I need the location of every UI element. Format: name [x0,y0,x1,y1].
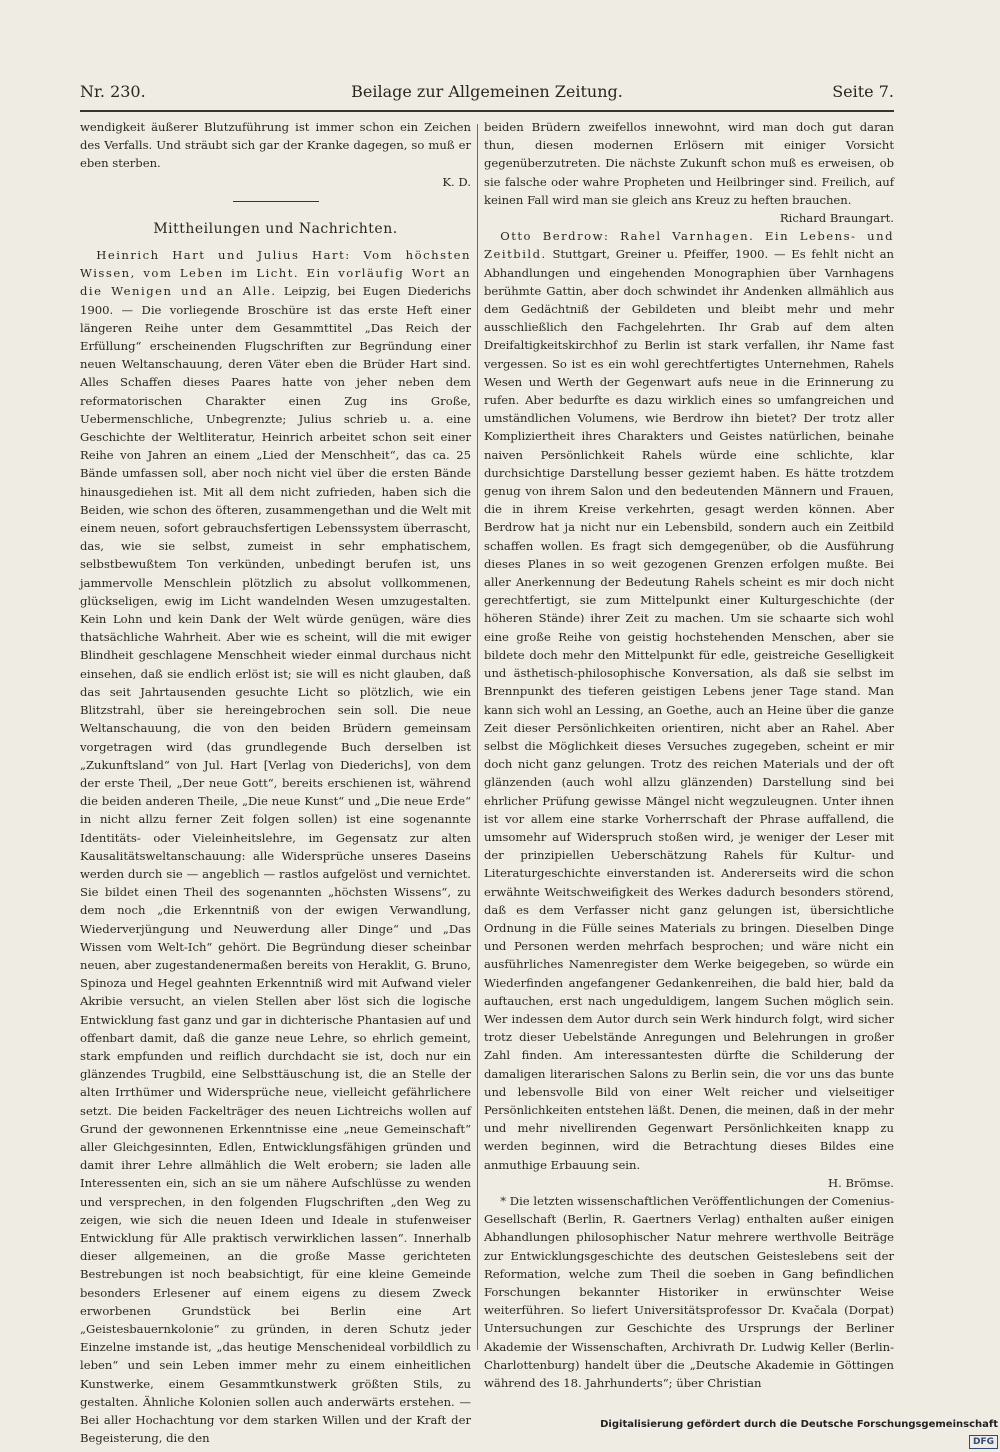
digitization-footer [600,1416,998,1447]
braungart-signature: Richard Braungart. [779,211,894,226]
intro-signature: K. D. [442,174,471,189]
section-title: Mittheilungen und Nachrichten. [153,220,398,237]
intro-paragraph: wendigkeit äußerer Blutzuführung ist immer schon ein Zeichen des Verfalls. Und sträubt sich gar der Kranke dagegen, so muß er eben sterben. [80,120,471,171]
right-column [484,118,894,1391]
berdrow-body: Stuttgart, Greiner u. Pfeiffer, 1900. — Es fehlt nicht an Abhandlungen und eingehenden Monographien über Varnhagens berühmte Gattin, aber doch schwindet ihr Andenken allmählich aus dem Gedächtniß der Gebildeten und bleibt mehr und mehr ausschließlich den Fachgelehrten. Ihr Grab auf dem alten Dreifaltigkeitskirchhof zu Berlin ist stark verfallen, ihr Name fast vergessen. So ist es ein wohl gerechtfertigtes Unternehmen, Rahels Wesen und Werth der Gegenwart aufs neue in die Erinnerung zu rufen. Aber bedurfte es dazu wirklich eines so umfangreichen und umständlichen Volumens, wie Berdrow ihn bietet? Der trotz aller Kompliziertheit ihres Charakters und Geistes natürlichen, beinahe naiven Persönlichkeit Rahels würde eine schlichte, klar durchsichtige Darstellung besser geziemt haben. Es hätte trotzdem genug von ihrem Salon und den bedeutenden Männern und Frauen, die in ihrem Kreise verkehrten, gesagt werden können. Aber Berdrow hat ja nicht nur ein Lebensbild, sondern auch ein Zeitbild schaffen wollen. Es fragt sich demgegenüber, ob die Ausführung dieses Planes in so weit gezogenen Grenzen erfolgen mußte. Bei aller Anerkennung der Bedeutung Rahels scheint es mir doch nicht gerechtfertigt, sie zum Mittelpunkt einer Kulturgeschichte (der höheren Stände) ihrer Zeit zu machen. Um sie schaarte sich wohl eine große Reihe von geistig hochstehenden Menschen, aber sie bildete doch mehr den Mittelpunkt für edle, geistreiche Geselligkeit und ästhetisch-philosophische Konversation, als daß sie selbst im Brennpunkt des tieferen geistigen Lebens jener Tage stand. Man kann sich wohl an Lessing, an Goethe, auch an Heine über die ganze Zeit dieser Persönlichkeiten orientiren, nicht aber an Rahel. Aber selbst die Möglichkeit dieses Versuches zugegeben, scheint er mir doch nicht ganz gelungen. Trotz des reichen Materials und der oft glänzenden (auch wohl allzu glänzenden) Darstellung sind bei ehrlicher Prüfung gewisse Mängel nicht wegzuleugnen. Unter ihnen ist vor allem eine starke Vorherrschaft der Phrase auffallend, die umsomehr auf Widerspruch stoßen wird, je weniger der Leser mit der prinzipiellen Ueberschätzung Rahels für Kultur- und Literaturgeschichte einverstanden ist. Andererseits wird die schon erwähnte Weitschweifigkeit des Werkes dadurch besonders störend, daß es dem Verfasser nicht ganz gelungen ist, übersichtliche Ordnung in die Fülle seines Materials zu bringen. Dieselben Dinge und Personen werden mehrfach besprochen; und wäre nicht ein ausführliches Namenregister dem Werke beigegeben, so würde ein Wiederfinden angefangener Gedankenreihen, die bald hier, bald da auftauchen, erst nach ungeduldigem, langem Suchen möglich sein. Wer indessen dem Autor durch sein Werk hindurch folgt, wird sicher trotz dieser Uebelstände Anregungen und Belehrungen in großer Zahl finden. Am interessantesten dürfte die Schilderung der damaligen literarischen Salons zu Berlin sein, die vor uns das bunte und lebensvolle Bild von einer Welt reicher und vielseitiger Persönlichkeiten entstehen läßt. Denen, die meinen, daß in der mehr und mehr nivellirenden Gegenwart Persönlichkeiten knapp zu werden beginnen, wird die Betrachtung dieses Bildes eine anmuthige Erbauung sein. [484,247,894,1172]
page-header [80,80,894,104]
column-rule [477,124,478,1350]
section-divider [233,201,319,202]
hart-body: Leipzig, bei Eugen Diederichs 1900. — Die vorliegende Broschüre ist das erste Heft einer längeren Reihe unter dem Gesammttitel „Das Reich der Erfüllung“ erscheinenden Flugschriften zur Begründung einer neuen Weltanschauung, deren Väter eben die Brüder Hart sind. Alles Schaffen dieses Paares hatte von jeher neben dem reformatorischen Charakter einen Zug ins Große, Uebermenschliche, Unbegrenzte; Julius schrieb u. a. eine Geschichte der Weltliteratur, Heinrich arbeitet schon seit einer Reihe von Jahren an einem „Lied der Menschheit“, das ca. 25 Bände umfassen soll, aber noch nicht viel über die ersten Bände hinausgediehen ist. Mit all dem nicht zufrieden, haben sich die Beiden, wie schon des öfteren, zusammengethan und die Welt mit einem neuen, sofort gebrauchsfertigen Lebenssystem überrascht, das, wie sie selbst, zumeist in sehr emphatischem, selbstbewußtem Ton verkünden, unbedingt berufen ist, uns jammervolle Menschlein plötzlich zu absolut vollkommenen, glückseligen, ewig im Licht wandelnden Wesen umzugestalten. Kein Lohn und kein Dank der Welt würde genügen, wäre dies thatsächliche Wahrheit. Aber wie es scheint, will die mit ewiger Blindheit geschlagene Menschheit wieder einmal durchaus nicht einsehen, daß sie endlich erlöst ist; sie will es nicht glauben, daß das seit Jahrtausenden gesuchte Licht so plötzlich, wie ein Blitzstrahl, über sie hereingebrochen sein soll. Die neue Weltanschauung, die von den beiden Brüdern gemeinsam vorgetragen wird (das grundlegende Buch derselben ist „Zukunftsland“ von Jul. Hart [Verlag von Diederichs], von dem der erste Theil, „Der neue Gott“, bereits erschienen ist, während die beiden anderen Theile, „Die neue Kunst“ und „Die neue Erde“ in nicht allzu ferner Zeit folgen sollen) ist eine sogenannte Identitäts- oder Vieleinheitslehre, im Gegensatz zur alten Kausalitätsweltanschauung: alle Widersprüche unseres Daseins werden durch sie — angeblich — rastlos aufgelöst und vernichtet. Sie bildet einen Theil des sogenannten „höchsten Wissens“, zu dem noch „die Erkenntniß von der ewigen Verwandlung, Wiederverjüngung und Neuwerdung aller Dinge“ und „Das Wissen vom Welt-Ich“ gehört. Die Begründung dieser scheinbar neuen, aber zugestandenermaßen bereits von Heraklit, G. Bruno, Spinoza und Hegel geahnten Erkenntniß wird mit Aufwand vieler Akribie versucht, an vielen Stellen aber löst sich die logische Entwicklung fast ganz und gar in dichterische Phantasien auf und offenbart damit, daß die ganze neue Lehre, so ehrlich gemeint, stark empfunden und reiflich durchdacht sie ist, doch nur ein glänzendes Trugbild, eine Selbsttäuschung ist, die an Stelle der alten Irrthümer und Widersprüche neue, vielleicht gefährlichere setzt. Die beiden Fackelträger des neuen Lichtreichs wollen auf Grund der gewonnenen Erkenntnisse eine „neue Gemeinschaft“ aller Gleichgesinnten, Edlen, Entwicklungsfähigen gründen und damit ihrer Lehre allmählich die Welt erobern; sie laden alle Interessenten ein, sich an sie um nähere Aufschlüsse zu wenden und versprechen, in den folgenden Flugschriften „den Weg zu zeigen, wie sich die neuen Ideen und Ideale in stufenweiser Entwicklung für Alle praktisch verwirklichen lassen“. Innerhalb dieser allgemeinen, an die große Masse gerichteten Bestrebungen ist noch beabsichtigt, für eine kleine Gemeinde besonders Erlesener auf einem eigens zu diesem Zweck erworbenen Grundstück bei Berlin eine Art „Geistesbauernkolonie“ zu gründen, in deren Schutz jeder Einzelne imstande ist, „das heutige Menschenideal vorbildlich zu leben“ und sein Leben immer mehr zu einem einheitlichen Kunstwerke, einem Gesammtkunstwerk größten Stils, zu gestalten. Ähnliche Kolonien sollen auch anderwärts erstehen. — Bei aller Hochachtung vor dem starken Willen und der Kraft der Begeisterung, die den [80,284,471,1446]
dfg-logo-icon: DFG [969,1435,998,1449]
continuation-paragraph: beiden Brüdern zweifellos innewohnt, wird man doch gut daran thun, diesen modernen Erlösern mit einiger Vorsicht gegenüberzutreten. Die nächste Zukunft schon muß es erweisen, ob sie falsche oder wahre Propheten und Heilbringer sind. Freilich, auf keinen Fall wird man sie gleich ans Kreuz zu heften brauchen. [484,120,894,207]
hart-heading: Heinrich Hart und Julius Hart: Vom höchsten Wissen, vom Leben im Licht. Ein vorläufig Wort an die Wenigen und an Alle. [80,248,471,299]
page-number: Seite 7. [832,82,894,101]
left-column [80,118,471,1446]
hart-review [80,246,471,1447]
header-rule [80,110,894,112]
footer-text: Digitalisierung gefördert durch die Deutsche Forschungsgemeinschaft [600,1419,998,1430]
comenius-paragraph: * Die letzten wissenschaftlichen Veröffentlichungen der Comenius-Gesellschaft (Berlin, R. Gaertners Verlag) enthalten außer einigen Abhandlungen philosophischer Natur mehrere werthvolle Beiträge zur Entwicklungsgeschichte des deutschen Geisteslebens seit der Reformation, welche zum Theil die soeben in Gang befindlichen Forschungen bekannter Historiker in erwünschter Weise weiterführen. So liefert Universitätsprofessor Dr. Kvačala (Dorpat) Untersuchungen zur Geschichte des Ursprungs der Berliner Akademie der Wissenschaften, Archivrath Dr. Ludwig Keller (Berlin-Charlottenburg) handelt über die „Deutsche Akademie in Göttingen während des 18. Jahrhunderts“; über Christian [484,1193,894,1391]
supplement-title: Beilage zur Allgemeinen Zeitung. [351,82,623,101]
berdrow-heading: Otto Berdrow: Rahel Varnhagen. Ein Lebens- und Zeitbild. [484,229,894,262]
berdrow-review [484,227,894,1174]
broemse-signature: H. Brömse. [827,1175,894,1190]
issue-number: Nr. 230. [80,82,146,101]
